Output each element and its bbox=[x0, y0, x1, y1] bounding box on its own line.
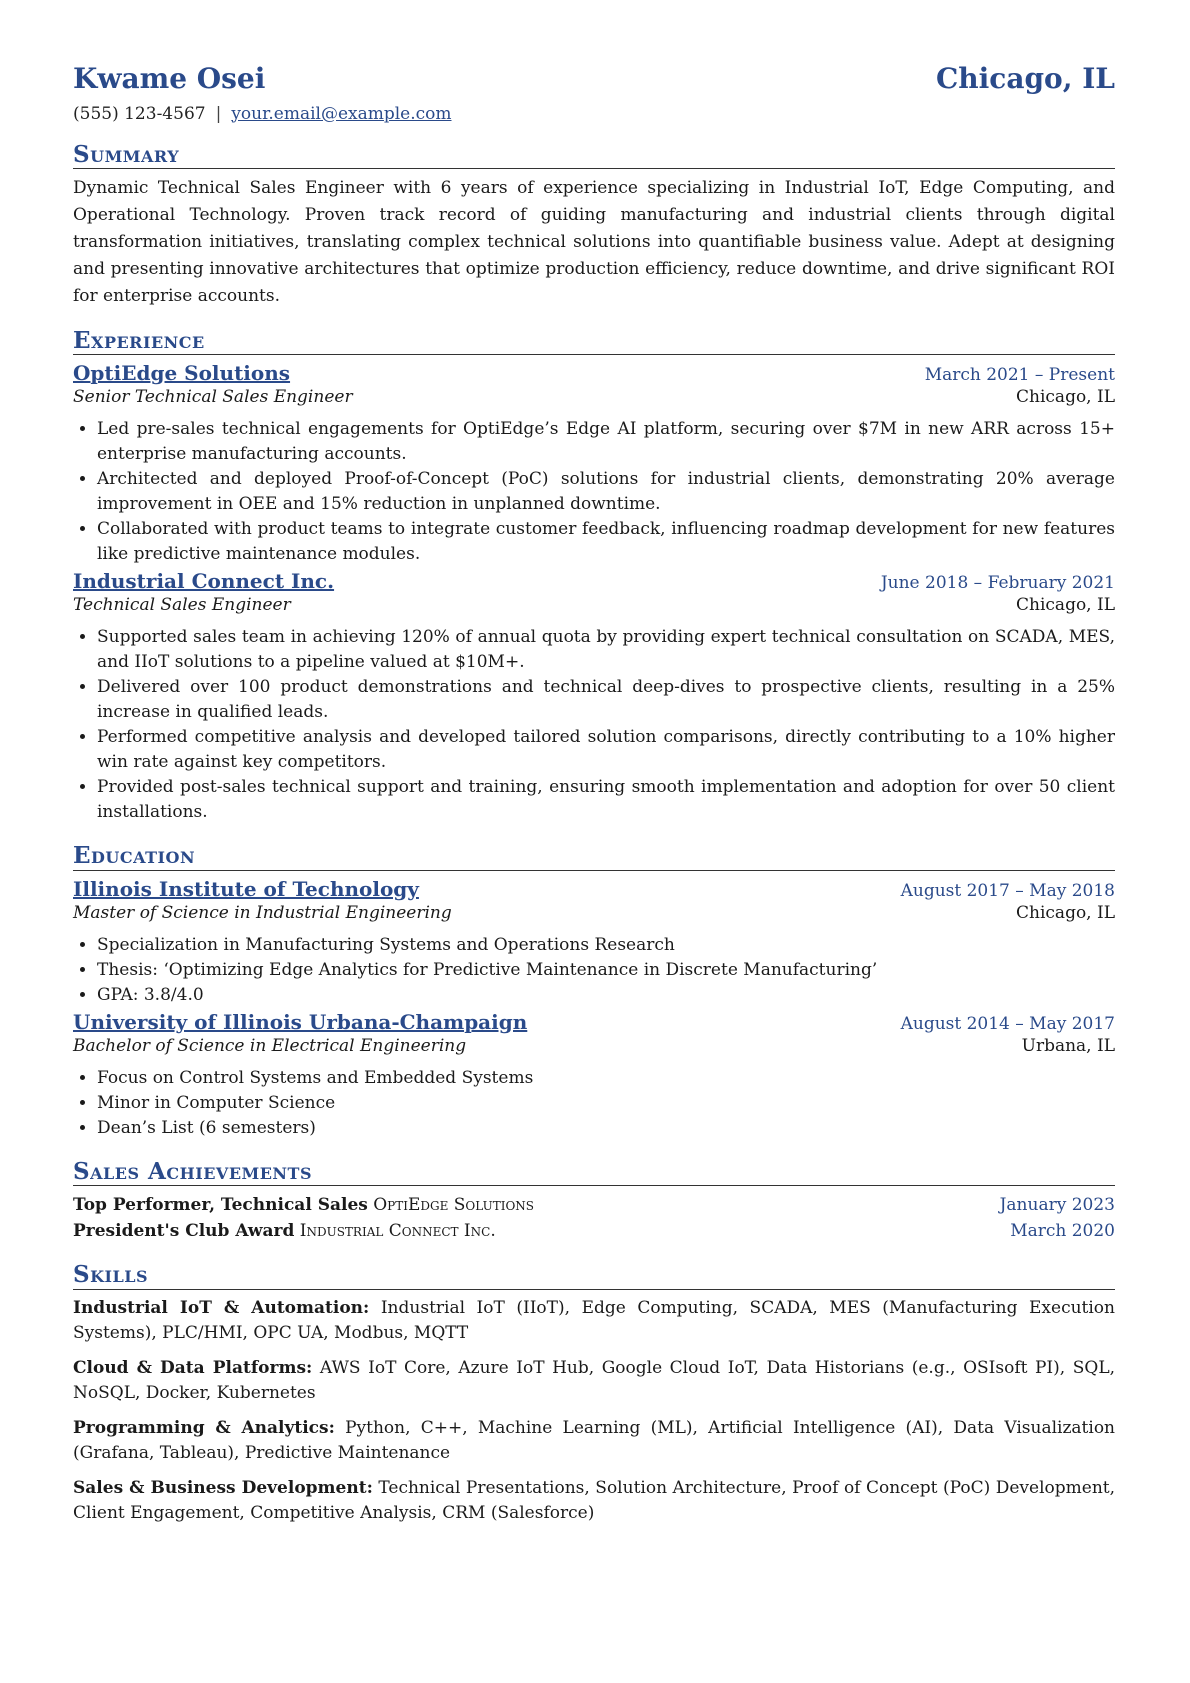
resume-header bbox=[73, 62, 1115, 96]
achievement-row bbox=[73, 1192, 1115, 1218]
achievement-list bbox=[73, 417, 1115, 567]
job-title: Senior Technical Sales Engineer bbox=[73, 387, 353, 408]
education-details bbox=[73, 1066, 1115, 1141]
employment-dates: June 2018 – February 2021 bbox=[880, 573, 1115, 594]
list-item: • Provided post-sales technical support and training, ensuring smooth implementation and adoption for over 50 client installations. bbox=[97, 775, 1115, 825]
skill-group bbox=[73, 1296, 1115, 1346]
skill-list: Python, C++, Machine Learning (ML), Artificial Intelligence (AI), Data Visualization (Grafana, Tableau), Predictive Maintenance bbox=[73, 1417, 1115, 1463]
phone-number: (555) 123-4567 bbox=[73, 103, 206, 124]
award-date: March 2020 bbox=[1010, 1221, 1115, 1242]
award-org: Industrial Connect Inc. bbox=[299, 1221, 496, 1242]
achievement-list bbox=[73, 625, 1115, 825]
list-item: • Minor in Computer Science bbox=[97, 1091, 1115, 1116]
job-location: Chicago, IL bbox=[1016, 387, 1115, 408]
company-name[interactable]: OptiEdge Solutions bbox=[73, 361, 291, 386]
employment-dates: March 2021 – Present bbox=[924, 365, 1115, 386]
list-item: • GPA: 3.8/4.0 bbox=[97, 983, 1115, 1008]
job-location: Chicago, IL bbox=[1016, 595, 1115, 616]
skill-label: Industrial IoT & Automation: bbox=[73, 1297, 370, 1318]
study-dates: August 2017 – May 2018 bbox=[900, 880, 1115, 901]
degree-title: Master of Science in Industrial Engineering bbox=[73, 902, 452, 923]
list-item: • Supported sales team in achieving 120% of annual quota by providing expert technical consultation on SCADA, MES, and IIoT solutions to a pipeline valued at $10M+. bbox=[97, 625, 1115, 675]
skill-group bbox=[73, 1476, 1115, 1526]
contact-line bbox=[73, 104, 1115, 124]
section-title-achievements: Sales Achievements bbox=[73, 1159, 1115, 1186]
education-entry bbox=[73, 1010, 1115, 1141]
list-item: • Specialization in Manufacturing Systems and Operations Research bbox=[97, 933, 1115, 958]
list-item: • Delivered over 100 product demonstrations and technical deep-dives to prospective clients, resulting in a 25% increase in qualified leads. bbox=[97, 675, 1115, 725]
contact-separator: | bbox=[215, 103, 222, 124]
experience-entry bbox=[73, 569, 1115, 825]
school-name[interactable]: University of Illinois Urbana-Champaign bbox=[73, 1009, 528, 1034]
section-title-education: Education bbox=[73, 843, 1115, 870]
section-title-skills: Skills bbox=[73, 1262, 1115, 1289]
experience-entry bbox=[73, 361, 1115, 567]
job-title: Technical Sales Engineer bbox=[73, 595, 291, 616]
candidate-location: Chicago, IL bbox=[935, 62, 1115, 95]
skill-list: AWS IoT Core, Azure IoT Hub, Google Cloud IoT, Data Historians (e.g., OSIsoft PI), SQL, NoSQL, Docker, Kubernetes bbox=[73, 1357, 1116, 1403]
skill-list: Industrial IoT (IIoT), Edge Computing, SCADA, MES (Manufacturing Execution Systems), PLC/HMI, OPC UA, Modbus, MQTT bbox=[73, 1297, 1115, 1343]
skill-list: Technical Presentations, Solution Architecture, Proof of Concept (PoC) Development, Client Engagement, Competitive Analysis, CRM (Salesforce) bbox=[73, 1477, 1115, 1523]
list-item: • Architected and deployed Proof-of-Concept (PoC) solutions for industrial clients, demonstrating 20% average improvement in OEE and 15% reduction in unplanned downtime. bbox=[97, 467, 1115, 517]
school-location: Chicago, IL bbox=[1016, 902, 1115, 923]
study-dates: August 2014 – May 2017 bbox=[900, 1013, 1115, 1034]
list-item: • Focus on Control Systems and Embedded Systems bbox=[97, 1066, 1115, 1091]
award-title: Top Performer, Technical Sales bbox=[73, 1195, 368, 1216]
award-title: President's Club Award bbox=[73, 1221, 295, 1242]
candidate-name: Kwame Osei bbox=[73, 62, 266, 95]
skill-group bbox=[73, 1416, 1115, 1466]
skill-group bbox=[73, 1356, 1115, 1406]
list-item: • Performed competitive analysis and developed tailored solution comparisons, directly contributing to a 10% higher win rate against key competitors. bbox=[97, 725, 1115, 775]
award-org: OptiEdge Solutions bbox=[373, 1195, 534, 1216]
education-entry bbox=[73, 877, 1115, 1008]
list-item: • Collaborated with product teams to integrate customer feedback, influencing roadmap development for new features like predictive maintenance modules. bbox=[97, 517, 1115, 567]
degree-title: Bachelor of Science in Electrical Engineering bbox=[73, 1035, 467, 1056]
school-name[interactable]: Illinois Institute of Technology bbox=[73, 876, 419, 901]
award-date: January 2023 bbox=[999, 1195, 1115, 1216]
skill-label: Sales & Business Development: bbox=[73, 1477, 373, 1498]
skill-label: Programming & Analytics: bbox=[73, 1417, 335, 1438]
education-details bbox=[73, 933, 1115, 1008]
company-name[interactable]: Industrial Connect Inc. bbox=[73, 569, 335, 594]
summary-text: Dynamic Technical Sales Engineer with 6 years of experience specializing in Industrial IoT, Edge Computing, and Operational Technology. Proven track record of guiding manufacturing and industrial clients through digital transformation initiatives, translating complex technical solutions into quantifiable business value. Adept at designing and presenting innovative architectures that optimize production efficiency, reduce downtime, and drive significant ROI for enterprise accounts. bbox=[73, 178, 1115, 307]
list-item: • Dean’s List (6 semesters) bbox=[97, 1116, 1115, 1141]
achievement-row bbox=[73, 1218, 1115, 1244]
skill-label: Cloud & Data Platforms: bbox=[73, 1357, 313, 1378]
section-title-summary: Summary bbox=[73, 142, 1115, 169]
section-title-experience: Experience bbox=[73, 328, 1115, 355]
list-item: • Led pre-sales technical engagements for OptiEdge’s Edge AI platform, securing over $7M in new ARR across 15+ enterprise manufacturing accounts. bbox=[97, 417, 1115, 467]
email-link[interactable]: your.email@example.com bbox=[231, 103, 452, 124]
list-item: • Thesis: ‘Optimizing Edge Analytics for Predictive Maintenance in Discrete Manufacturing’ bbox=[97, 958, 1115, 983]
school-location: Urbana, IL bbox=[1021, 1035, 1115, 1056]
